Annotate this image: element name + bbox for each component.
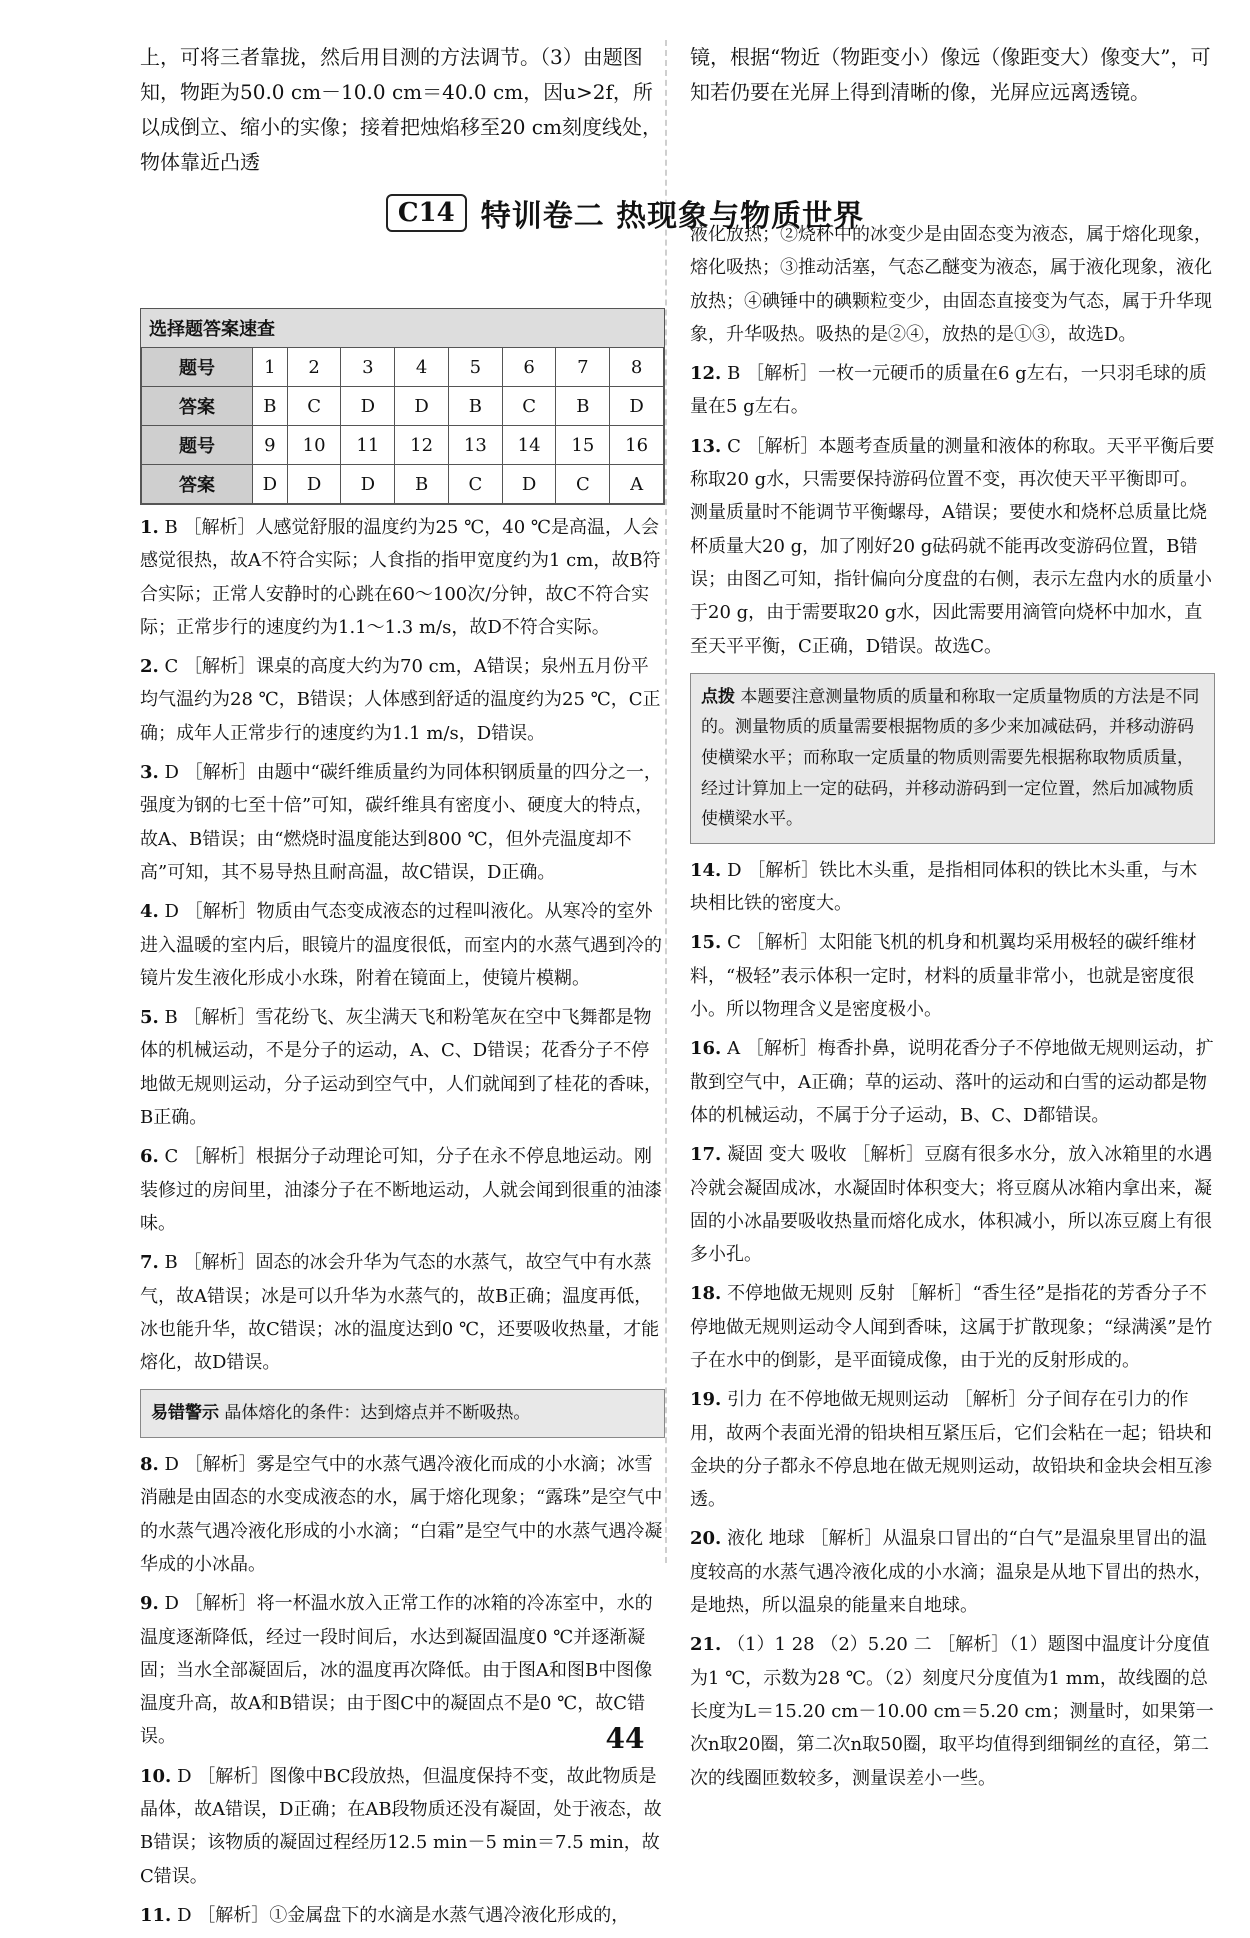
question-text: A ［解析］梅香扑鼻，说明花香分子不停地做无规则运动，扩散到空气中，A正确；草的运动、落叶的运动和白雪的运动都是物体的机械运动，不属于分子运动，B、C、D都错误。: [690, 1038, 1214, 1126]
tip-text: 晶体熔化的条件：达到熔点并不断吸热。: [224, 1403, 531, 1424]
question-number: 17.: [690, 1144, 722, 1166]
question-2: [140, 650, 665, 750]
page-number: 44: [605, 1722, 645, 1755]
cell: 10: [287, 426, 341, 465]
question-10: [140, 1760, 665, 1893]
question-17: [690, 1138, 1215, 1271]
cell: C: [556, 465, 610, 504]
question-number: 20.: [690, 1528, 722, 1550]
question-number: 15.: [690, 932, 722, 954]
answer-row: [142, 387, 664, 426]
question-text: B ［解析］固态的冰会升华为气态的水蒸气，故空气中有水蒸气，故A错误；冰是可以升华为水蒸气的，故B正确；温度再低，冰也能升华，故C错误；冰的温度达到0 ℃，还要吸收热量，才能熔化，故D错误。: [140, 1252, 660, 1374]
question-text: B ［解析］一枚一元硬币的质量在6 g左右，一只羽毛球的质量在5 g左右。: [690, 363, 1207, 418]
cell: 16: [610, 426, 664, 465]
cell: 4: [395, 348, 449, 387]
question-number: 2.: [140, 656, 159, 678]
question-text: 液化放热；②烧杯中的冰变少是由固态变为液态，属于熔化现象，熔化吸热；③推动活塞，气态乙醚变为液态，属于液化现象，液化放热；④碘锤中的碘颗粒变少，由固态直接变为气态，属于升华现象，升华吸热。吸热的是②④，放热的是①③，故选D。: [690, 224, 1212, 345]
cell: 15: [556, 426, 610, 465]
column-divider: [665, 40, 667, 1563]
cell: 3: [341, 348, 395, 387]
question-text: D ［解析］将一杯温水放入正常工作的冰箱的冷冻室中，水的温度逐渐降低，经过一段时间后，水达到凝固温度0 ℃并逐渐凝固；当水全部凝固后，冰的温度再次降低。由于图A和图B中图像温度升高，故A和B错误；由于图C中的凝固点不是0 ℃，故C错误。: [140, 1593, 653, 1748]
cell: D: [395, 387, 449, 426]
question-21: [690, 1628, 1215, 1794]
question-number: 19.: [690, 1389, 722, 1411]
section-header: [140, 185, 1110, 241]
question-number: 6.: [140, 1146, 159, 1168]
row-label: 答案: [142, 387, 253, 426]
question-13: [690, 430, 1215, 663]
cell: 7: [556, 348, 610, 387]
question-number: 12.: [690, 363, 722, 385]
question-20: [690, 1522, 1215, 1622]
question-4: [140, 895, 665, 995]
question-12: [690, 357, 1215, 424]
left-column: [140, 40, 665, 1938]
question-text: B ［解析］人感觉舒服的温度约为25 ℃，40 ℃是高温，人会感觉很热，故A不符合实际；人食指的指甲宽度约为1 cm，故B符合实际；正常人安静时的心跳在60～100次/分钟，故C不符合实际；正常步行的速度约为1.1～1.3 m/s，故D不符合实际。: [140, 517, 661, 638]
cell: A: [610, 465, 664, 504]
answer-card: [140, 308, 665, 505]
cell: 9: [253, 426, 288, 465]
answer-row: [142, 426, 664, 465]
question-number: 8.: [140, 1454, 159, 1476]
question-number: 11.: [140, 1904, 172, 1926]
tip-title: 点拨: [701, 686, 735, 707]
question-number: 1.: [140, 517, 159, 538]
question-text: D ［解析］①金属盘下的水滴是水蒸气遇冷液化形成的，: [177, 1904, 630, 1926]
right-column: [690, 40, 1215, 1801]
question-text: 不停地做无规则 反射 ［解析］“香生径”是指花的芳香分子不停地做无规则运动令人闻到香味，这属于扩散现象；“绿满溪”是竹子在水中的倒影，是平面镜成像，由于光的反射形成的。: [690, 1283, 1213, 1371]
answer-table: [141, 347, 664, 504]
section-code: C14: [386, 194, 467, 232]
right-top-text: 镜，根据“物近（物距变小）像远（像距变大）像变大”，可知若仍要在光屏上得到清晰的像，光屏应远离透镜。: [690, 45, 1211, 104]
row-label: 答案: [142, 465, 253, 504]
question-number: 21.: [690, 1634, 722, 1656]
question-3: [140, 756, 665, 889]
cell: D: [287, 465, 341, 504]
question-text: 引力 在不停地做无规则运动 ［解析］分子间存在引力的作用，故两个表面光滑的铅块相互紧压后，它们会粘在一起；铅块和金块的分子都永不停息地在做无规则运动，故铅块和金块会相互渗透。: [690, 1389, 1212, 1511]
question-text: 液化 地球 ［解析］从温泉口冒出的“白气”是温泉里冒出的温度较高的水蒸气遇冷液化成的小水滴；温泉是从地下冒出的热水，是地热，所以温泉的能量来自地球。: [690, 1528, 1212, 1617]
question-6: [140, 1140, 665, 1240]
cell: D: [341, 387, 395, 426]
tip-text: 本题要注意测量物质的质量和称取一定质量物质的方法是不同的。测量物质的质量需要根据物质的多少来加减砝码，并移动游码使横梁水平；而称取一定质量的物质则需要先根据称取物质质量，经过计算加上一定的砝码，并移动游码到一定位置，然后加减物质使横梁水平。: [701, 686, 1200, 830]
cell: 14: [502, 426, 556, 465]
cell: B: [395, 465, 449, 504]
question-number: 18.: [690, 1283, 722, 1305]
section-title: 特训卷二 热现象与物质世界: [480, 199, 865, 234]
cell: 12: [395, 426, 449, 465]
tip-box-warning: [140, 1389, 665, 1438]
question-14: [690, 854, 1215, 921]
cell: B: [448, 387, 502, 426]
question-1: [140, 511, 665, 644]
question-number: 5.: [140, 1007, 159, 1029]
question-number: 10.: [140, 1765, 172, 1787]
answer-row: [142, 465, 664, 504]
question-text: D ［解析］由题中“碳纤维质量约为同体积钢质量的四分之一，强度为钢的七至十倍”可知，碳纤维具有密度小、硬度大的特点，故A、B错误；由“燃烧时温度能达到800 ℃，但外壳温度却不高”可知，其不易导热且耐高温，故C错误，D正确。: [140, 762, 662, 883]
answer-row: [142, 348, 664, 387]
cell: 1: [253, 348, 288, 387]
cell: 6: [502, 348, 556, 387]
cell: B: [253, 387, 288, 426]
question-text: D ［解析］物质由气态变成液态的过程叫液化。从寒冷的室外进入温暖的室内后，眼镜片的温度很低，而室内的水蒸气遇到冷的镜片发生液化形成小水珠，附着在镜面上，使镜片模糊。: [140, 901, 662, 989]
question-19: [690, 1383, 1215, 1516]
cell: C: [502, 387, 556, 426]
question-16: [690, 1032, 1215, 1132]
question-number: 4.: [140, 901, 159, 923]
question-5: [140, 1001, 665, 1134]
cell: 5: [448, 348, 502, 387]
question-text: D ［解析］铁比木头重，是指相同体积的铁比木头重，与木块相比铁的密度大。: [690, 859, 1198, 915]
question-text: C ［解析］太阳能飞机的机身和机翼均采用极轻的碳纤维材料，“极轻”表示体积一定时，材料的质量非常小，也就是密度很小。所以物理含义是密度极小。: [690, 932, 1197, 1021]
question-number: 14.: [690, 859, 722, 881]
cell: 13: [448, 426, 502, 465]
cell: D: [253, 465, 288, 504]
cell: 8: [610, 348, 664, 387]
question-number: 3.: [140, 762, 159, 784]
cell: 2: [287, 348, 341, 387]
question-text: D ［解析］雾是空气中的水蒸气遇冷液化而成的小水滴；冰雪消融是由固态的水变成液态的水，属于熔化现象；“露珠”是空气中的水蒸气遇冷液化形成的小水滴；“白霜”是空气中的水蒸气遇冷凝华成的小冰晶。: [140, 1454, 663, 1575]
cell: 11: [341, 426, 395, 465]
question-7: [140, 1246, 665, 1379]
question-18: [690, 1277, 1215, 1377]
cell: C: [287, 387, 341, 426]
cell: D: [610, 387, 664, 426]
question-text: C ［解析］本题考查质量的测量和液体的称取。天平平衡后要称取20 g水，只需要保持游码位置不变，再次使天平平衡即可。测量质量时不能调节平衡螺母，A错误；要使水和烧杯总质量比烧杯质量大20 g，加了刚好20 g砝码就不能再改变游码位置，B错误；由图乙可知，指针偏向分度盘的右侧，表示左盘内水的质量小于20 g，由于需要取20 g水，因此需要用滴管向烧杯中加水，直至天平平衡，C正确，D错误。故选C。: [690, 435, 1215, 657]
question-8: [140, 1448, 665, 1581]
cell: C: [448, 465, 502, 504]
cell: B: [556, 387, 610, 426]
tip-title: 易错警示: [151, 1403, 219, 1424]
question-text: C ［解析］根据分子动理论可知，分子在永不停息地运动。刚装修过的房间里，油漆分子在不断地运动，人就会闻到很重的油漆味。: [140, 1146, 662, 1234]
row-label: 题号: [142, 426, 253, 465]
question-text: B ［解析］雪花纷飞、灰尘满天飞和粉笔灰在空中飞舞都是物体的机械运动，不是分子的运动，A、C、D错误；花香分子不停地做无规则运动，分子运动到空气中，人们就闻到了桂花的香味，B正确。: [140, 1007, 662, 1129]
cell: D: [341, 465, 395, 504]
question-number: 7.: [140, 1252, 159, 1274]
question-number: 9.: [140, 1593, 159, 1615]
row-label: 题号: [142, 348, 253, 387]
question-number: 13.: [690, 435, 722, 457]
question-text: （1）1 28 （2）5.20 二 ［解析］（1）题图中温度计分度值为1 ℃，示数为28 ℃。（2）刻度尺分度值为1 mm，故线圈的总长度为L＝15.20 cm－10.00 cm＝5.20 cm；测量时，如果第一次n取20圈，第二次n取50圈，取平均值得到细铜丝的直径，第二次的线圈匝数较多，测量误差小一些。: [690, 1634, 1214, 1789]
question-text: C ［解析］课桌的高度大约为70 cm，A错误；泉州五月份平均气温约为28 ℃，B错误；人体感到舒适的温度约为25 ℃，C正确；成年人正常步行的速度约为1.1 m/s，D错误。: [140, 656, 661, 744]
tip-box-hint: [690, 673, 1215, 844]
cell: D: [502, 465, 556, 504]
question-15: [690, 926, 1215, 1026]
answer-card-title: 选择题答案速查: [141, 309, 664, 347]
question-11: [140, 1899, 665, 1932]
question-text: 凝固 变大 吸收 ［解析］豆腐有很多水分，放入冰箱里的水遇冷就会凝固成冰，水凝固时体积变大；将豆腐从冰箱内拿出来，凝固的小冰晶要吸收热量而熔化成水，体积减小，所以冻豆腐上有很多小孔。: [690, 1144, 1213, 1266]
left-top-text: 上，可将三者靠拢，然后用目测的方法调节。（3）由题图知，物距为50.0 cm－10.0 cm＝40.0 cm，因u>2f，所以成倒立、缩小的实像；接着把烛焰移至20 cm刻度线处，物体靠近凸透: [140, 45, 662, 174]
question-text: D ［解析］图像中BC段放热，但温度保持不变，故此物质是晶体，故A错误，D正确；在AB段物质还没有凝固，处于液态，故B错误；该物质的凝固过程经历12.5 min－5 min＝7.5 min，故C错误。: [140, 1765, 662, 1887]
question-number: 16.: [690, 1038, 722, 1060]
